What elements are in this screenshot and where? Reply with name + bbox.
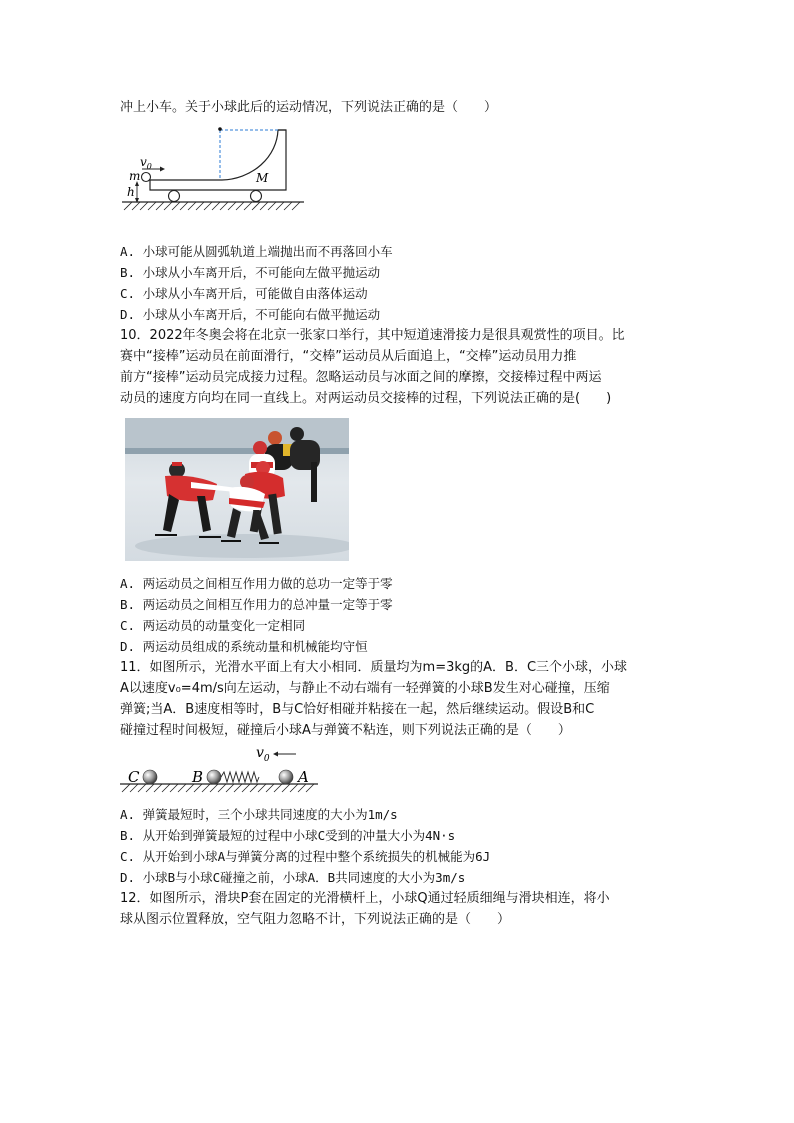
q12-line-2: 球从图示位置释放，空气阻力忽略不计，下列说法正确的是（ ） [120,912,511,927]
q11-option-d: D. 小球B与小球C碰撞之前，小球A．B共同速度的大小为3m/s [120,870,466,885]
q9-option-a: A. 小球可能从圆弧轨道上端抛出而不再落回小车 [120,244,393,259]
q11-balls-figure [118,742,324,802]
ball-c [143,770,157,784]
q11-b-label: B [192,768,204,786]
q9-option-c: C. 小球从小车离开后，可能做自由落体运动 [120,286,368,301]
q11-line-4: 碰撞过程时间极短，碰撞后小球A与弹簧不粘连，则下列说法正确的是（ ） [120,723,571,738]
q11-v0-label: $v_0$ [256,745,270,764]
spring [221,772,259,782]
q9-m-label: m [129,169,141,183]
q10-line-4: 动员的速度方向均在同一直线上。对两运动员交接棒的过程，下列说法正确的是( ) [120,391,612,406]
q10-speed-skating-photo [125,418,349,561]
q11-line-3: 弹簧;当A．B速度相等时，B与C恰好相碰并粘接在一起，然后继续运动。假设B和C [120,702,595,717]
q12-line-1: 12．如图所示，滑块P套在固定的光滑横杆上，小球Q通过轻质细绳与滑块相连，将小 [120,891,610,906]
q9-stem: 冲上小车。关于小球此后的运动情况，下列说法正确的是（ ） [120,100,498,115]
q10-option-c: C. 两运动员的动量变化一定相同 [120,618,306,633]
q11-option-b: B. 从开始到弹簧最短的过程中小球C受到的冲量大小为4N·s [120,828,456,843]
q9-v0-label: $v_0$ [140,155,152,171]
q9-option-d: D. 小球从小车离开后，不可能向右做平抛运动 [120,307,381,322]
q10-option-d: D. 两运动员组成的系统动量和机械能均守恒 [120,639,368,654]
q9-M-label: M [256,171,269,185]
ball-a [279,770,293,784]
q10-line-3: 前方“接棒”运动员完成接力过程。忽略运动员与冰面之间的摩擦，交接棒过程中两运 [120,370,602,385]
q10-line-1: 10．2022年冬奥会将在北京一张家口举行，其中短道速滑接力是很具观赏性的项目。比 [120,328,625,343]
q9-h-label: h [127,185,135,199]
q9-cart-figure [118,122,308,214]
q11-a-label: A [298,768,309,786]
q11-option-c: C. 从开始到小球A与弹簧分离的过程中整个系统损失的机械能为6J [120,849,491,864]
q9-option-b: B. 小球从小车离开后，不可能向左做平抛运动 [120,265,381,280]
q10-option-b: B. 两运动员之间相互作用力的总冲量一定等于零 [120,597,393,612]
q11-line-2: A以速度v₀=4m/s向左运动，与静止不动右端有一轻弹簧的小球B发生对心碰撞，压缩 [120,681,610,696]
q11-line-1: 11．如图所示，光滑水平面上有大小相同．质量均为m=3kg的A．B．C三个小球，小球 [120,660,628,675]
ball-b [207,770,221,784]
q10-option-a: A. 两运动员之间相互作用力做的总功一定等于零 [120,576,393,591]
q10-line-2: 赛中“接棒”运动员在前面滑行，“交棒”运动员从后面追上，“交棒”运动员用力推 [120,349,577,364]
q11-c-label: C [128,768,140,786]
q11-option-a: A. 弹簧最短时，三个小球共同速度的大小为1m/s [120,807,398,822]
